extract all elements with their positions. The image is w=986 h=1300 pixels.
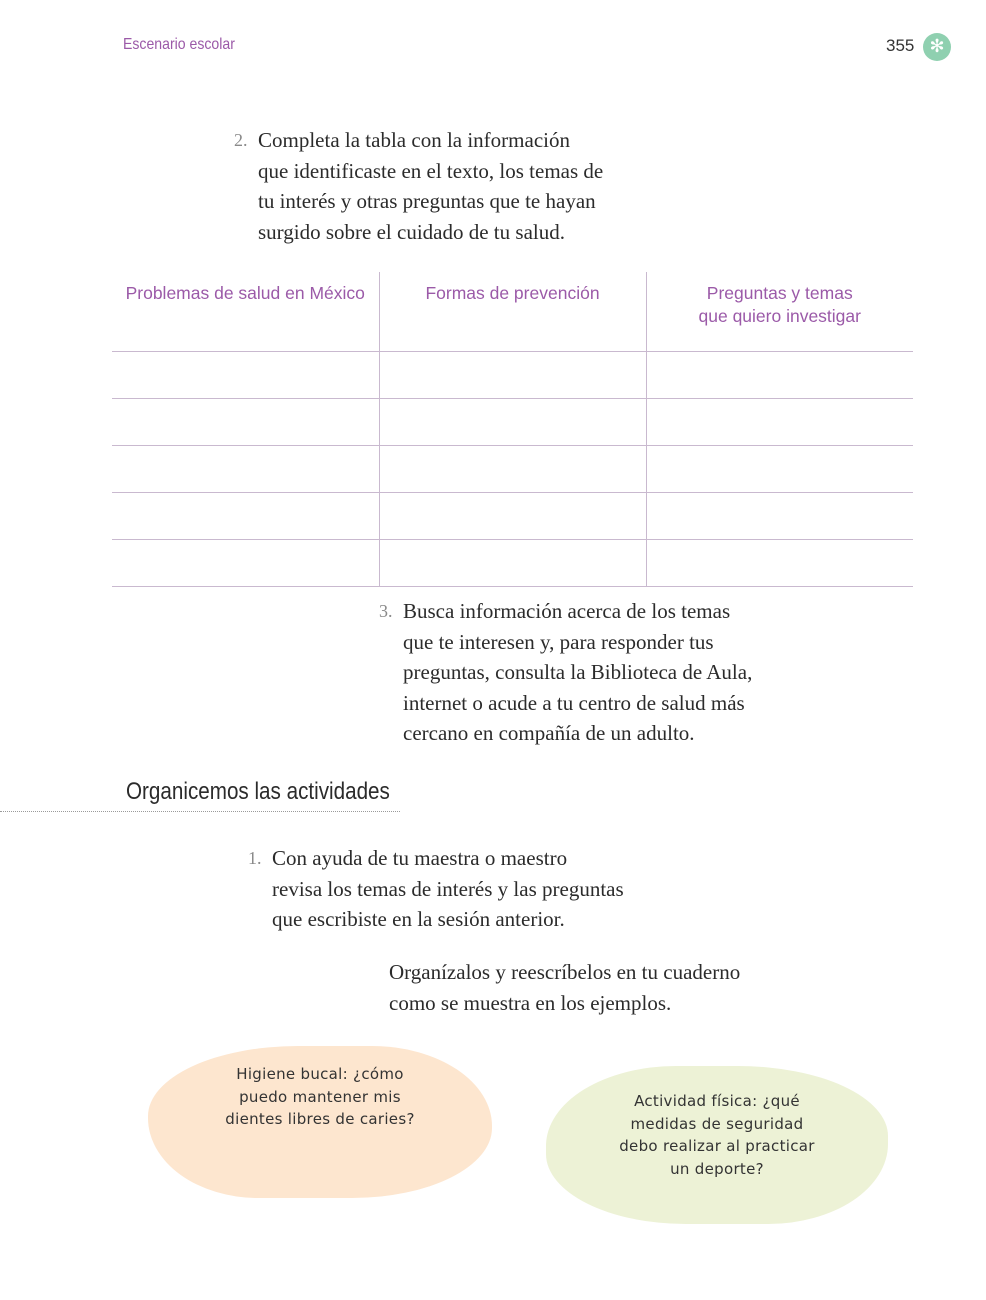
table-cell[interactable] [646, 446, 913, 493]
example-line: medidas de seguridad [630, 1114, 804, 1133]
table-cell[interactable] [112, 540, 379, 587]
table-cell[interactable] [646, 493, 913, 540]
table-row [112, 446, 913, 493]
step-1-line: revisa los temas de interés y las preguntas [272, 876, 624, 901]
step-2-line: tu interés y otras preguntas que te hayan [258, 189, 596, 213]
table-cell[interactable] [379, 399, 646, 446]
column-header-line: Preguntas y temas [706, 283, 853, 303]
example-line: dientes libres de caries? [225, 1110, 415, 1129]
step-2-line: surgido sobre el cuidado de tu salud. [258, 219, 565, 244]
step-3-line: internet o acude a tu centro de salud más [403, 690, 745, 715]
column-header-prevention: Formas de prevención [379, 272, 646, 352]
research-table [112, 272, 913, 587]
table-row [112, 540, 913, 587]
step-1 [248, 843, 624, 935]
column-header-health-problems: Problemas de salud en México [112, 272, 379, 352]
step-3-line: que te interesen y, para responder tus [403, 629, 714, 654]
step-3-line: Busca información acerca de los temas [403, 599, 731, 623]
table-cell[interactable] [379, 493, 646, 540]
table-cell[interactable] [646, 540, 913, 587]
table-row [112, 399, 913, 446]
step-1-line: Con ayuda de tu maestra o maestro [272, 846, 568, 870]
table-cell[interactable] [112, 446, 379, 493]
section-divider [0, 811, 400, 812]
instruction-line: como se muestra en los ejemplos. [389, 990, 672, 1015]
table-row [112, 352, 913, 399]
step-1-line: que escribiste en la sesión anterior. [272, 907, 565, 931]
example-line: un deporte? [670, 1159, 764, 1178]
section-title: Organicemos las actividades [126, 778, 390, 805]
table-cell[interactable] [379, 352, 646, 399]
instruction-line: Organízalos y reescríbelos en tu cuaderno [389, 960, 741, 984]
instruction [389, 957, 740, 1018]
table-cell[interactable] [379, 540, 646, 587]
example-line: Higiene bucal: ¿cómo [236, 1065, 404, 1084]
gear-flower-icon: ✻ [923, 33, 951, 61]
table-cell[interactable] [112, 399, 379, 446]
table-cell[interactable] [112, 493, 379, 540]
step-2-line: Completa la tabla con la información [258, 128, 570, 152]
section-header: Escenario escolar [123, 36, 235, 53]
step-2 [234, 125, 604, 247]
step-3-line: cercano en compañía de un adulto. [403, 721, 695, 745]
example-line: puedo mantener mis [239, 1087, 401, 1106]
step-number: 2. [234, 130, 248, 150]
step-number: 1. [248, 848, 262, 868]
table-cell[interactable] [646, 399, 913, 446]
table-header-row [112, 272, 913, 352]
table-cell[interactable] [379, 446, 646, 493]
step-3 [379, 596, 753, 749]
example-line: Actividad física: ¿qué [634, 1092, 800, 1110]
step-3-line: preguntas, consulta la Biblioteca de Aula, [403, 660, 753, 684]
step-number: 3. [379, 601, 393, 621]
example-line: debo realizar al practicar [619, 1137, 815, 1155]
table-row [112, 493, 913, 540]
column-header-questions [646, 272, 913, 352]
step-2-line: que identificaste en el texto, los temas de [258, 158, 604, 183]
example-bubble-physical-activity [546, 1066, 888, 1224]
page-number: 355 [886, 36, 915, 55]
table-cell[interactable] [112, 352, 379, 399]
column-header-line: que quiero investigar [698, 306, 861, 326]
example-bubble-oral-hygiene [148, 1046, 492, 1198]
table-cell[interactable] [646, 352, 913, 399]
